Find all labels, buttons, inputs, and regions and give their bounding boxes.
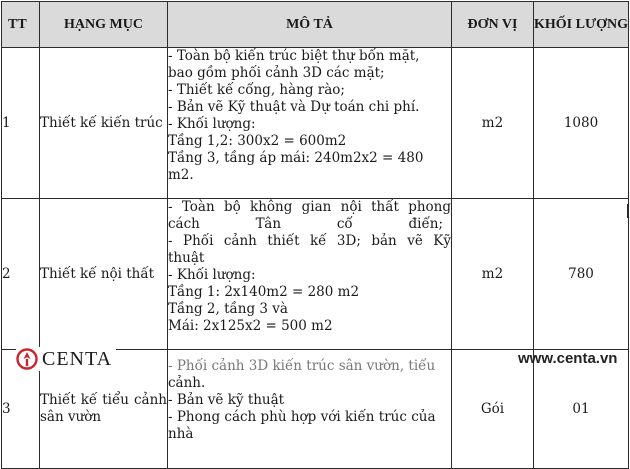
- description-line: - Khối lượng:: [168, 116, 256, 132]
- description-line: - Bản vẽ kỹ thuật: [168, 392, 285, 408]
- header-hang-muc: HẠNG MỤC: [40, 2, 168, 48]
- item-name: [40, 199, 168, 350]
- header-mo-ta: MÔ TẢ: [168, 2, 452, 48]
- row-number: 1: [2, 48, 40, 199]
- description-line: Tầng 2, tầng 3 và: [168, 301, 288, 317]
- item-quantity: 01: [534, 350, 629, 469]
- item-description: [168, 350, 452, 469]
- item-name-text: Thiết kế nội thất: [40, 265, 155, 282]
- description-line: - Khối lượng:: [168, 267, 256, 283]
- table-row: [2, 199, 629, 350]
- item-description: [168, 199, 452, 350]
- centa-logo-icon: [16, 348, 38, 370]
- description-line: m2.: [168, 167, 194, 183]
- item-unit: m2: [452, 48, 534, 199]
- item-description: [168, 48, 452, 199]
- item-unit: Gói: [452, 350, 534, 469]
- row-number: 2: [2, 199, 40, 350]
- scope-table: [1, 1, 629, 469]
- centa-logo: [16, 347, 116, 371]
- description-line: - Thiết kế cổng, hàng rào;: [168, 82, 345, 98]
- item-name: [40, 48, 168, 199]
- logo-text: CENTA: [42, 347, 113, 370]
- description-line: Mái: 2x125x2 = 500 m2: [168, 318, 333, 334]
- description-line: nhà: [168, 426, 194, 442]
- item-quantity: 780: [534, 199, 629, 350]
- description-line: thuật: [168, 250, 205, 266]
- item-unit: m2: [452, 199, 534, 350]
- item-name-text: Thiết kế tiểu cảnh sân vườn: [40, 392, 167, 425]
- description-line: - Phong cách phù hợp với kiến trúc của: [168, 409, 436, 425]
- description-line: - Toàn bộ không gian nội thất phong: [168, 199, 451, 215]
- table-row: [2, 48, 629, 199]
- table-header: [2, 2, 629, 48]
- description-line: cảnh.: [168, 375, 206, 391]
- item-quantity: 1080: [534, 48, 629, 199]
- description-line: - Phối cảnh 3D kiến trúc sân vườn, tiểu: [168, 358, 436, 374]
- header-don-vi: ĐƠN VỊ: [452, 2, 534, 48]
- description-line: - Toàn bộ kiến trúc biệt thự bốn mặt,: [168, 48, 420, 64]
- description-line: Tầng 3, tầng áp mái: 240m2x2 = 480: [168, 150, 424, 166]
- header-khoi-luong: KHỐI LƯỢNG: [534, 2, 629, 48]
- description-line: Tầng 1: 2x140m2 = 280 m2: [168, 284, 360, 300]
- description-line: Tầng 1,2: 300x2 = 600m2: [168, 133, 347, 149]
- header-tt: TT: [2, 2, 40, 48]
- description-line: bao gồm phối cảnh 3D các mặt;: [168, 65, 385, 81]
- description-line: cách Tân cổ điển;: [168, 216, 443, 232]
- edge-marker: [627, 204, 629, 218]
- row-number: 3: [2, 350, 40, 469]
- description-line: - Bản vẽ Kỹ thuật và Dự toán chi phí.: [168, 99, 420, 115]
- item-name-text: Thiết kế kiến trúc: [40, 114, 163, 131]
- website-url: www.centa.vn: [518, 350, 618, 367]
- description-line: - Phối cảnh thiết kế 3D; bản vẽ Kỹ: [168, 233, 451, 249]
